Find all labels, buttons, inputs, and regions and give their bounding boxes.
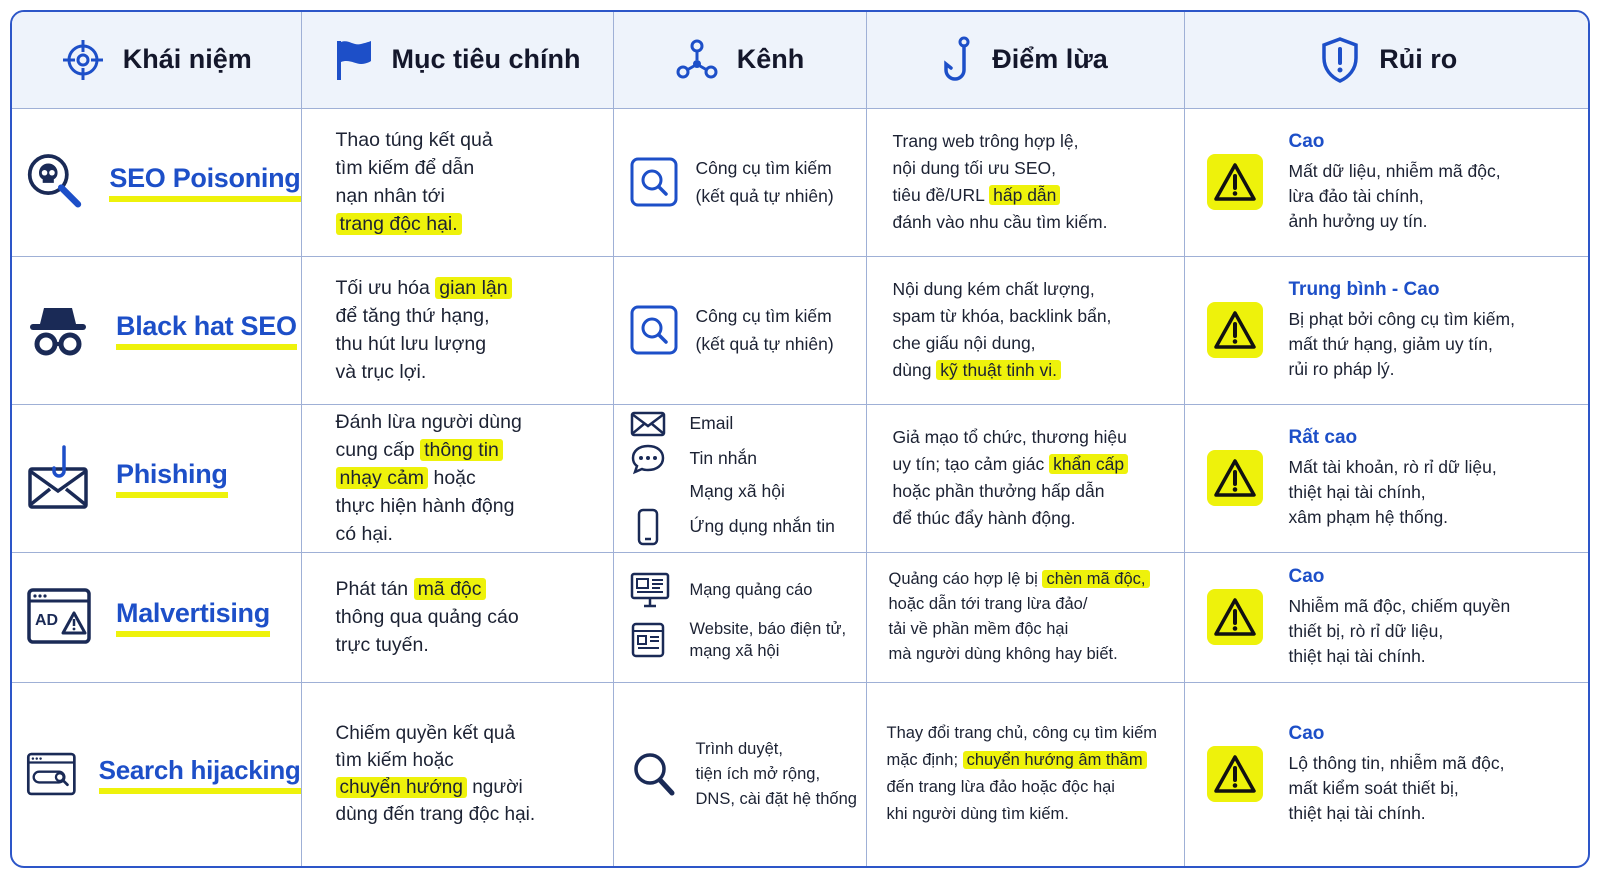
concept-name: Black hat SEO [116, 311, 297, 350]
goal-line: Tối ưu hóa [335, 277, 436, 299]
lure-line: Thay đổi trang chủ, công cụ tìm kiếm [886, 724, 1158, 743]
channel-text: Email [689, 413, 734, 433]
lure-line: spam từ khóa, backlink bẩn, [892, 306, 1112, 326]
lure-line: uy tín; tạo cảm giác [892, 454, 1050, 474]
lure-line: tải về phần mềm độc hại [888, 620, 1069, 638]
lure-line: hoặc dẫn tới trang lừa đảo/ [888, 595, 1088, 613]
channel-text: (kết quả tự nhiên) [695, 334, 834, 354]
news-page-icon [630, 621, 666, 659]
lure-line: Quảng cáo hợp lệ bị [888, 570, 1043, 588]
lure-line: đánh vào nhu cầu tìm kiếm. [892, 212, 1108, 232]
ad-monitor-icon [630, 572, 670, 608]
goal-line: thông qua quảng cáo [335, 606, 519, 628]
goal-cell [301, 552, 613, 682]
goal-line: nạn nhân tới [335, 185, 445, 207]
goal-cell [301, 108, 613, 256]
chat-bubble-icon [630, 443, 666, 475]
goal-cell [301, 404, 613, 552]
table-row [12, 256, 1590, 404]
phone-icon [630, 508, 666, 546]
skull-magnifier-icon [26, 150, 85, 214]
lure-line: dùng [892, 360, 937, 380]
goal-line: tìm kiếm để dẫn [335, 157, 475, 179]
risk-level: Trung bình - Cao [1288, 278, 1440, 300]
channel-text: Ứng dụng nhắn tin [689, 516, 835, 536]
concept-cell [12, 552, 301, 682]
lure-highlight: chuyển hướng âm thầm [963, 751, 1147, 769]
header-concept-label: Khái niệm [122, 44, 252, 75]
header-channel-label: Kênh [736, 44, 805, 75]
risk-line: Mất tài khoản, rò rỉ dữ liệu, [1288, 456, 1497, 477]
goal-line: Phát tán [335, 578, 414, 600]
envelope-hook-icon [26, 445, 92, 511]
channel-text: Công cụ tìm kiếm [695, 306, 832, 326]
flag-icon [334, 38, 374, 82]
risk-line: Nhiễm mã độc, chiếm quyền [1288, 595, 1511, 616]
browser-search-bar-icon [26, 745, 77, 803]
goal-highlight: thông tin [420, 439, 503, 461]
channel-cell [613, 256, 866, 404]
channel-cell [613, 552, 866, 682]
header-goal-label: Mục tiêu chính [391, 44, 581, 75]
concept-cell [12, 256, 301, 404]
lure-line: khi người dùng tìm kiếm. [886, 805, 1069, 824]
mail-icon [630, 411, 666, 437]
risk-level: Cao [1288, 130, 1325, 152]
lure-line: Nội dung kém chất lượng, [892, 279, 1095, 299]
risk-line: ảnh hưởng uy tín. [1288, 210, 1428, 231]
channel-cell [613, 682, 866, 866]
goal-line: Thao túng kết quả [335, 129, 493, 151]
risk-line: lừa đảo tài chính, [1288, 185, 1424, 206]
header-concept [12, 12, 301, 108]
goal-line: cung cấp [335, 439, 415, 461]
channel-text: Trình duyệt, [695, 739, 783, 758]
lure-line: Giả mạo tổ chức, thương hiệu [892, 427, 1127, 447]
lure-cell [866, 682, 1184, 866]
channel-text: Mạng xã hội [689, 480, 785, 501]
lure-line: hoặc phần thưởng hấp dẫn [892, 481, 1105, 501]
network-nodes-icon [675, 38, 719, 82]
lure-line: đến trang lừa đảo hoặc độc hại [886, 778, 1115, 797]
lure-line: che giấu nội dung, [892, 333, 1036, 353]
channel-text: tiện ích mở rộng, [695, 764, 821, 783]
risk-line: rủi ro pháp lý. [1288, 358, 1395, 379]
table-row [12, 552, 1590, 682]
lure-cell [866, 256, 1184, 404]
goal-line: thực hiện hành động [335, 495, 515, 517]
concept-name: SEO Poisoning [109, 163, 300, 202]
table-row [12, 404, 1590, 552]
channel-text: Tin nhắn [689, 448, 757, 468]
risk-cell [1184, 404, 1590, 552]
magnifier-icon [630, 749, 678, 799]
comparison-table-frame [10, 10, 1590, 868]
lure-line: nội dung tối ưu SEO, [892, 158, 1056, 178]
goal-highlight: trang độc hại. [336, 213, 462, 235]
risk-cell [1184, 552, 1590, 682]
goal-line: và trục lợi. [335, 361, 427, 383]
goal-cell [301, 682, 613, 866]
goal-line: để tăng thứ hạng, [335, 305, 490, 327]
goal-line: Đánh lừa người dùng [335, 411, 522, 433]
risk-cell [1184, 256, 1590, 404]
risk-line: Mất dữ liệu, nhiễm mã độc, [1288, 160, 1501, 181]
lure-highlight: khẩn cấp [1049, 454, 1128, 474]
risk-line: thiệt hại tài chính, [1288, 481, 1426, 502]
goal-line: thu hút lưu lượng [335, 333, 487, 355]
risk-level: Rất cao [1288, 426, 1358, 448]
header-goal [301, 12, 613, 108]
warning-icon [1207, 746, 1263, 802]
goal-highlight: chuyển hướng [336, 777, 467, 798]
warning-icon [1207, 589, 1263, 645]
channel-text: DNS, cài đặt hệ thống [695, 789, 857, 808]
fishing-hook-icon [942, 36, 974, 84]
concept-cell [12, 682, 301, 866]
risk-level: Cao [1288, 722, 1325, 744]
channel-text: (kết quả tự nhiên) [695, 186, 834, 206]
goal-line: Chiếm quyền kết quả [335, 723, 516, 745]
goal-line: dùng đến trang độc hại. [335, 804, 536, 826]
table-row [12, 682, 1590, 866]
goal-line: trực tuyến. [335, 634, 429, 656]
risk-line: mất thứ hạng, giảm uy tín, [1288, 333, 1493, 354]
lure-highlight: hấp dẫn [989, 185, 1060, 205]
header-lure [866, 12, 1184, 108]
search-box-icon [630, 304, 678, 356]
risk-line: thiết bị, rò rỉ dữ liệu, [1288, 620, 1444, 641]
goal-highlight: nhạy cảm [336, 467, 429, 489]
header-channel [613, 12, 866, 108]
lure-highlight: chèn mã độc, [1042, 570, 1149, 588]
spy-hat-glasses-icon [26, 298, 90, 362]
lure-line: để thúc đẩy hành động. [892, 508, 1076, 528]
concept-name: Search hijacking [99, 755, 301, 794]
goal-highlight: gian lận [435, 277, 511, 299]
svg-text:AD: AD [35, 612, 59, 629]
lure-cell [866, 404, 1184, 552]
goal-line: người [472, 777, 523, 799]
lure-line: tiêu đề/URL [892, 185, 990, 205]
warning-icon [1207, 450, 1263, 506]
header-risk-label: Rủi ro [1379, 44, 1458, 75]
comparison-table [12, 12, 1590, 866]
lure-cell [866, 552, 1184, 682]
concept-cell [12, 108, 301, 256]
risk-line: Lộ thông tin, nhiễm mã độc, [1288, 752, 1505, 773]
concept-cell [12, 404, 301, 552]
goal-line: tìm kiếm hoặc [335, 750, 454, 772]
lure-line: mặc định; [886, 751, 963, 770]
channel-cell [613, 108, 866, 256]
risk-cell [1184, 682, 1590, 866]
risk-line: Bị phạt bởi công cụ tìm kiếm, [1288, 308, 1515, 329]
header-row [12, 12, 1590, 108]
goal-line: hoặc [433, 467, 476, 489]
channel-text: Mạng quảng cáo [689, 580, 813, 599]
risk-level: Cao [1288, 565, 1325, 587]
lure-cell [866, 108, 1184, 256]
ad-window-warning-icon [26, 587, 92, 647]
concept-name: Phishing [116, 459, 228, 498]
warning-icon [1207, 154, 1263, 210]
concept-name: Malvertising [116, 598, 270, 637]
shield-alert-icon [1319, 36, 1361, 84]
crosshair-icon [61, 38, 105, 82]
goal-line: có hại. [335, 523, 393, 545]
risk-cell [1184, 108, 1590, 256]
channel-text: mạng xã hội [689, 642, 780, 660]
warning-icon [1207, 302, 1263, 358]
risk-line: mất kiểm soát thiết bị, [1288, 777, 1459, 798]
risk-line: thiệt hại tài chính. [1288, 802, 1426, 823]
header-risk [1184, 12, 1590, 108]
goal-cell [301, 256, 613, 404]
lure-highlight: kỹ thuật tinh vi. [936, 360, 1061, 380]
channel-cell [613, 404, 866, 552]
goal-highlight: mã độc [414, 578, 486, 600]
channel-text: Công cụ tìm kiếm [695, 158, 832, 178]
risk-line: xâm phạm hệ thống. [1288, 506, 1449, 527]
table-row [12, 108, 1590, 256]
header-lure-label: Điểm lừa [992, 44, 1108, 75]
search-box-icon [630, 156, 678, 208]
channel-text: Website, báo điện tử, [689, 620, 847, 638]
lure-line: mà người dùng không hay biết. [888, 645, 1118, 663]
risk-line: thiệt hại tài chính. [1288, 645, 1426, 666]
lure-line: Trang web trông hợp lệ, [892, 131, 1079, 151]
